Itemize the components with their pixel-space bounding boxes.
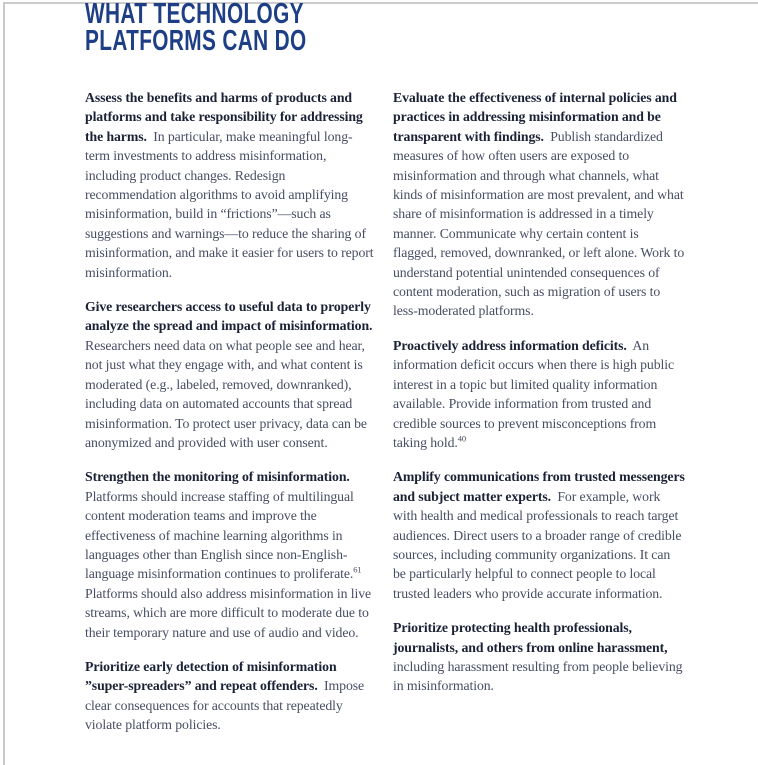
paragraph-amplify-trusted	[393, 467, 685, 603]
paragraph-body: Impose clear consequences for accounts that repeatedly violate platform policies.	[85, 678, 365, 733]
right-column	[393, 88, 685, 711]
paragraph-lead: Prioritize protecting health professionals, journalists, and others from online harassment,	[393, 620, 668, 655]
paragraph-body: including harassment resulting from people believing in misinformation.	[393, 658, 683, 694]
paragraph-lead: Evaluate the effectiveness of internal policies and practices in addressing misinformation and be transparent with findings.	[393, 90, 677, 144]
paragraph-body: In particular, make meaningful long-term investments to address misinformation, including product changes. Redesign recommendation algorithms to avoid amplifying misinformation, build in “frictions”—such as suggestions and warnings—to reduce the sharing of misinformation, and make it easier for users to report misinformation.	[85, 128, 374, 280]
page-title	[85, 1, 307, 55]
title-line-2: PLATFORMS CAN DO	[85, 25, 307, 57]
paragraph-lead: Give researchers access to useful data to properly analyze the spread and impact of misinformation.	[85, 299, 373, 334]
paragraph-body: Researchers need data on what people see and hear, not just what they engage with, and what content is moderated (e.g., labeled, removed, downranked), including data on automated accounts that spread misinformation. To protect user privacy, data can be anonymized and provided with user consent.	[85, 337, 367, 450]
paragraph-protect-professionals	[393, 618, 685, 696]
paragraph-body: Platforms should increase staffing of multilingual content moderation teams and improve the effectiveness of machine learning algorithms in languages other than English since non-English-language misinformation continues to proliferate.	[85, 488, 354, 582]
paragraph-lead: Amplify communications from trusted messengers and subject matter experts.	[393, 469, 685, 504]
paragraph-body: Platforms should also address misinformation in live streams, which are more difficult to moderate due to their temporary nature and use of audio and video.	[85, 585, 372, 640]
paragraph-lead: Assess the benefits and harms of products and platforms and take responsibility for addressing the harms.	[85, 90, 363, 144]
paragraph-body: Publish standardized measures of how often users are exposed to misinformation and through what channels, what kinds of misinformation are most prevalent, and what share of misinformation is addressed in a timely manner. Communicate why certain content is flagged, removed, downranked, or left alone. Work to understand potential unintended consequences of content moderation, such as migration of users to less-moderated platforms.	[393, 128, 685, 319]
paragraph-body: For example, work with health and medical professionals to reach target audiences. Direct users to a broader range of credible sources, including community organizations. It can be particularly helpful to connect people to local trusted leaders who provide accurate information.	[393, 488, 682, 601]
footnote-marker: 61	[353, 564, 362, 575]
footnote-marker: 40	[457, 433, 467, 444]
paragraph-early-detection	[85, 657, 377, 735]
paragraph-evaluate-policies	[393, 88, 685, 321]
paragraph-lead: Prioritize early detection of misinformation ”super-spreaders” and repeat offenders.	[85, 658, 337, 694]
paragraph-lead: Strengthen the monitoring of misinformation.	[85, 469, 350, 485]
paragraph-strengthen-monitoring	[85, 467, 377, 642]
paragraph-assess-harms	[85, 88, 377, 282]
title-line-1: WHAT TECHNOLOGY	[85, 0, 304, 30]
paragraph-researcher-data	[85, 297, 377, 452]
paragraph-lead: Proactively address information deficits.	[393, 337, 627, 353]
paragraph-information-deficits	[393, 336, 685, 452]
paragraph-body: An information deficit occurs when there is high public interest in a topic but limited quality information available. Provide information from trusted and credible sources to prevent misconceptions from taking hold.	[393, 337, 675, 450]
left-column	[85, 88, 377, 750]
